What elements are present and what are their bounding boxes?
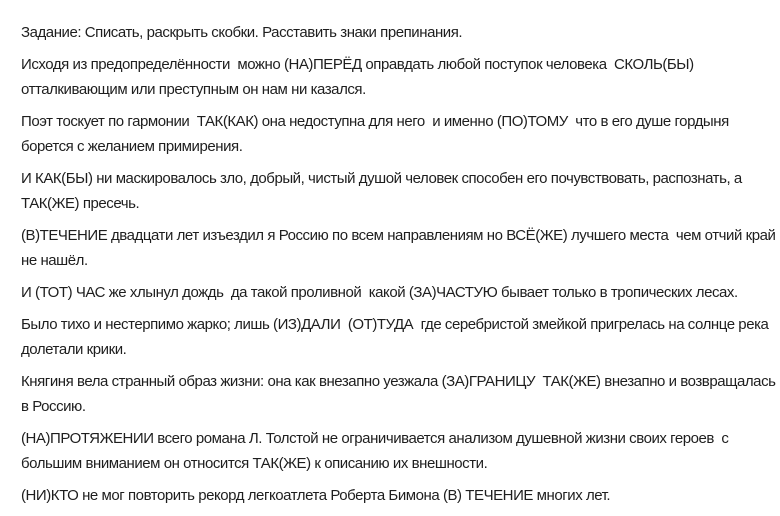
text-line: (В)ТЕЧЕНИЕ двадцати лет изъездил я Россию по всем направлениям но ВСЁ(ЖЕ) лучшего места чем отчий край xyxy=(21,227,776,244)
task-heading-line: Задание: Списать, раскрыть скобки. Расставить знаки препинания. xyxy=(21,24,463,41)
text-line: борется с желанием примирения. xyxy=(21,138,243,155)
text-line: ТАК(ЖЕ) пресечь. xyxy=(21,195,140,212)
paragraph xyxy=(21,166,766,216)
paragraph xyxy=(21,312,769,362)
text-line: Исходя из предопределённости можно (НА)ПЕРЁД оправдать любой поступок человека СКОЛЬ(БЫ) xyxy=(21,56,694,73)
text-line: И КАК(БЫ) ни маскировалось зло, добрый, чистый душой человек способен его почувствовать, распознать, а xyxy=(21,170,742,187)
text-line: Было тихо и нестерпимо жарко; лишь (ИЗ)ДАЛИ (ОТ)ТУДА где серебристой змейкой пригрелась на солнце река xyxy=(21,316,769,333)
paragraph xyxy=(21,483,766,508)
task-heading-paragraph xyxy=(21,20,766,45)
text-line: Поэт тоскует по гармонии ТАК(КАК) она недоступна для него и именно (ПО)ТОМУ что в его душе гордыня xyxy=(21,113,729,130)
text-line: долетали крики. xyxy=(21,341,127,358)
text-line: в Россию. xyxy=(21,398,86,415)
text-line: Княгиня вела странный образ жизни: она как внезапно уезжала (ЗА)ГРАНИЦУ ТАК(ЖЕ) внезапно и возвращалась xyxy=(21,373,776,390)
paragraph xyxy=(21,52,766,102)
paragraph xyxy=(21,369,776,419)
paragraph xyxy=(21,109,766,159)
text-line: И (ТОТ) ЧАС же хлынул дождь да такой проливной какой (ЗА)ЧАСТУЮ бывает только в тропических лесах. xyxy=(21,284,738,301)
paragraph xyxy=(21,426,766,476)
text-line: большим вниманием он относится ТАК(ЖЕ) к описанию их внешности. xyxy=(21,455,488,472)
text-line: не нашёл. xyxy=(21,252,88,269)
text-line: отталкивающим или преступным он нам ни казался. xyxy=(21,81,366,98)
paragraph xyxy=(21,223,776,273)
text-line: (НИ)КТО не мог повторить рекорд легкоатлета Роберта Бимона (В) ТЕЧЕНИЕ многих лет. xyxy=(21,487,611,504)
paragraph xyxy=(21,280,766,305)
text-line: (НА)ПРОТЯЖЕНИИ всего романа Л. Толстой не ограничивается анализом душевной жизни своих героев с xyxy=(21,430,729,447)
